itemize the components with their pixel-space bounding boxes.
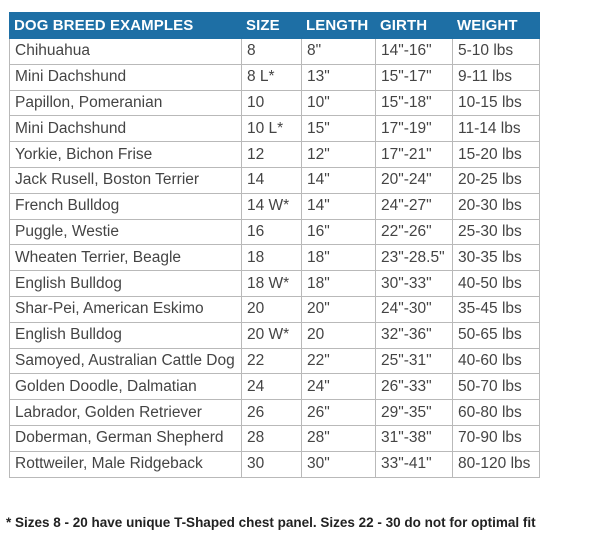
cell-length: 12" xyxy=(302,142,376,168)
cell-girth: 29"-35" xyxy=(376,400,453,426)
cell-length: 20 xyxy=(302,322,376,348)
cell-breed: French Bulldog xyxy=(10,193,242,219)
cell-size: 28 xyxy=(242,425,302,451)
table-row xyxy=(10,193,540,219)
table-row xyxy=(10,374,540,400)
cell-girth: 25"-31" xyxy=(376,348,453,374)
cell-girth: 14"-16" xyxy=(376,39,453,65)
cell-weight: 10-15 lbs xyxy=(453,90,540,116)
cell-length: 22" xyxy=(302,348,376,374)
cell-weight: 9-11 lbs xyxy=(453,64,540,90)
cell-girth: 33"-41" xyxy=(376,451,453,477)
cell-weight: 80-120 lbs xyxy=(453,451,540,477)
table-row xyxy=(10,451,540,477)
cell-weight: 20-25 lbs xyxy=(453,167,540,193)
cell-length: 18" xyxy=(302,245,376,271)
cell-weight: 25-30 lbs xyxy=(453,219,540,245)
cell-girth: 15"-17" xyxy=(376,64,453,90)
cell-breed: Mini Dachshund xyxy=(10,64,242,90)
table-row xyxy=(10,167,540,193)
cell-size: 24 xyxy=(242,374,302,400)
cell-girth: 26"-33" xyxy=(376,374,453,400)
cell-size: 22 xyxy=(242,348,302,374)
cell-breed: Jack Rusell, Boston Terrier xyxy=(10,167,242,193)
cell-girth: 31"-38" xyxy=(376,425,453,451)
table-row xyxy=(10,90,540,116)
cell-size: 30 xyxy=(242,451,302,477)
cell-weight: 5-10 lbs xyxy=(453,39,540,65)
cell-breed: Samoyed, Australian Cattle Dog xyxy=(10,348,242,374)
cell-size: 16 xyxy=(242,219,302,245)
cell-size: 18 xyxy=(242,245,302,271)
cell-length: 16" xyxy=(302,219,376,245)
cell-breed: Rottweiler, Male Ridgeback xyxy=(10,451,242,477)
cell-breed: Doberman, German Shepherd xyxy=(10,425,242,451)
cell-length: 15" xyxy=(302,116,376,142)
cell-weight: 40-60 lbs xyxy=(453,348,540,374)
cell-breed: Wheaten Terrier, Beagle xyxy=(10,245,242,271)
table-row xyxy=(10,296,540,322)
cell-size: 14 xyxy=(242,167,302,193)
table-row xyxy=(10,271,540,297)
cell-weight: 15-20 lbs xyxy=(453,142,540,168)
table-row xyxy=(10,39,540,65)
cell-size: 20 W* xyxy=(242,322,302,348)
table-row xyxy=(10,245,540,271)
cell-length: 20" xyxy=(302,296,376,322)
table-row xyxy=(10,142,540,168)
cell-girth: 17"-19" xyxy=(376,116,453,142)
cell-girth: 15"-18" xyxy=(376,90,453,116)
cell-breed: Papillon, Pomeranian xyxy=(10,90,242,116)
header-length: LENGTH xyxy=(302,13,376,39)
cell-breed: Shar-Pei, American Eskimo xyxy=(10,296,242,322)
cell-weight: 50-70 lbs xyxy=(453,374,540,400)
header-girth: GIRTH xyxy=(376,13,453,39)
cell-size: 8 xyxy=(242,39,302,65)
header-row xyxy=(10,13,540,39)
cell-girth: 30"-33" xyxy=(376,271,453,297)
cell-girth: 22"-26" xyxy=(376,219,453,245)
cell-girth: 32"-36" xyxy=(376,322,453,348)
cell-breed: Golden Doodle, Dalmatian xyxy=(10,374,242,400)
cell-size: 10 xyxy=(242,90,302,116)
cell-weight: 40-50 lbs xyxy=(453,271,540,297)
cell-girth: 24"-27" xyxy=(376,193,453,219)
cell-weight: 20-30 lbs xyxy=(453,193,540,219)
cell-length: 24" xyxy=(302,374,376,400)
cell-breed: Chihuahua xyxy=(10,39,242,65)
cell-breed: English Bulldog xyxy=(10,322,242,348)
cell-length: 30" xyxy=(302,451,376,477)
cell-length: 13" xyxy=(302,64,376,90)
cell-length: 14" xyxy=(302,167,376,193)
size-chart-table xyxy=(9,12,540,478)
cell-breed: Puggle, Westie xyxy=(10,219,242,245)
cell-weight: 60-80 lbs xyxy=(453,400,540,426)
table-row xyxy=(10,116,540,142)
cell-weight: 70-90 lbs xyxy=(453,425,540,451)
cell-weight: 30-35 lbs xyxy=(453,245,540,271)
table-row xyxy=(10,64,540,90)
cell-weight: 35-45 lbs xyxy=(453,296,540,322)
cell-length: 10" xyxy=(302,90,376,116)
cell-breed: Labrador, Golden Retriever xyxy=(10,400,242,426)
cell-size: 14 W* xyxy=(242,193,302,219)
table-row xyxy=(10,219,540,245)
cell-girth: 23"-28.5" xyxy=(376,245,453,271)
cell-size: 10 L* xyxy=(242,116,302,142)
cell-breed: Yorkie, Bichon Frise xyxy=(10,142,242,168)
cell-girth: 20"-24" xyxy=(376,167,453,193)
cell-length: 26" xyxy=(302,400,376,426)
footnote: * Sizes 8 - 20 have unique T-Shaped chest panel. Sizes 22 - 30 do not for optimal fit xyxy=(6,515,536,530)
cell-breed: English Bulldog xyxy=(10,271,242,297)
table-row xyxy=(10,348,540,374)
cell-size: 12 xyxy=(242,142,302,168)
table-row xyxy=(10,400,540,426)
cell-length: 8" xyxy=(302,39,376,65)
header-size: SIZE xyxy=(242,13,302,39)
cell-weight: 50-65 lbs xyxy=(453,322,540,348)
cell-length: 14" xyxy=(302,193,376,219)
table-row xyxy=(10,322,540,348)
cell-length: 28" xyxy=(302,425,376,451)
cell-size: 26 xyxy=(242,400,302,426)
cell-girth: 24"-30" xyxy=(376,296,453,322)
cell-size: 8 L* xyxy=(242,64,302,90)
cell-weight: 11-14 lbs xyxy=(453,116,540,142)
cell-length: 18" xyxy=(302,271,376,297)
table-row xyxy=(10,425,540,451)
header-breed: DOG BREED EXAMPLES xyxy=(10,13,242,39)
header-weight: WEIGHT xyxy=(453,13,540,39)
cell-girth: 17"-21" xyxy=(376,142,453,168)
cell-size: 18 W* xyxy=(242,271,302,297)
cell-size: 20 xyxy=(242,296,302,322)
cell-breed: Mini Dachshund xyxy=(10,116,242,142)
table-body xyxy=(10,39,540,478)
